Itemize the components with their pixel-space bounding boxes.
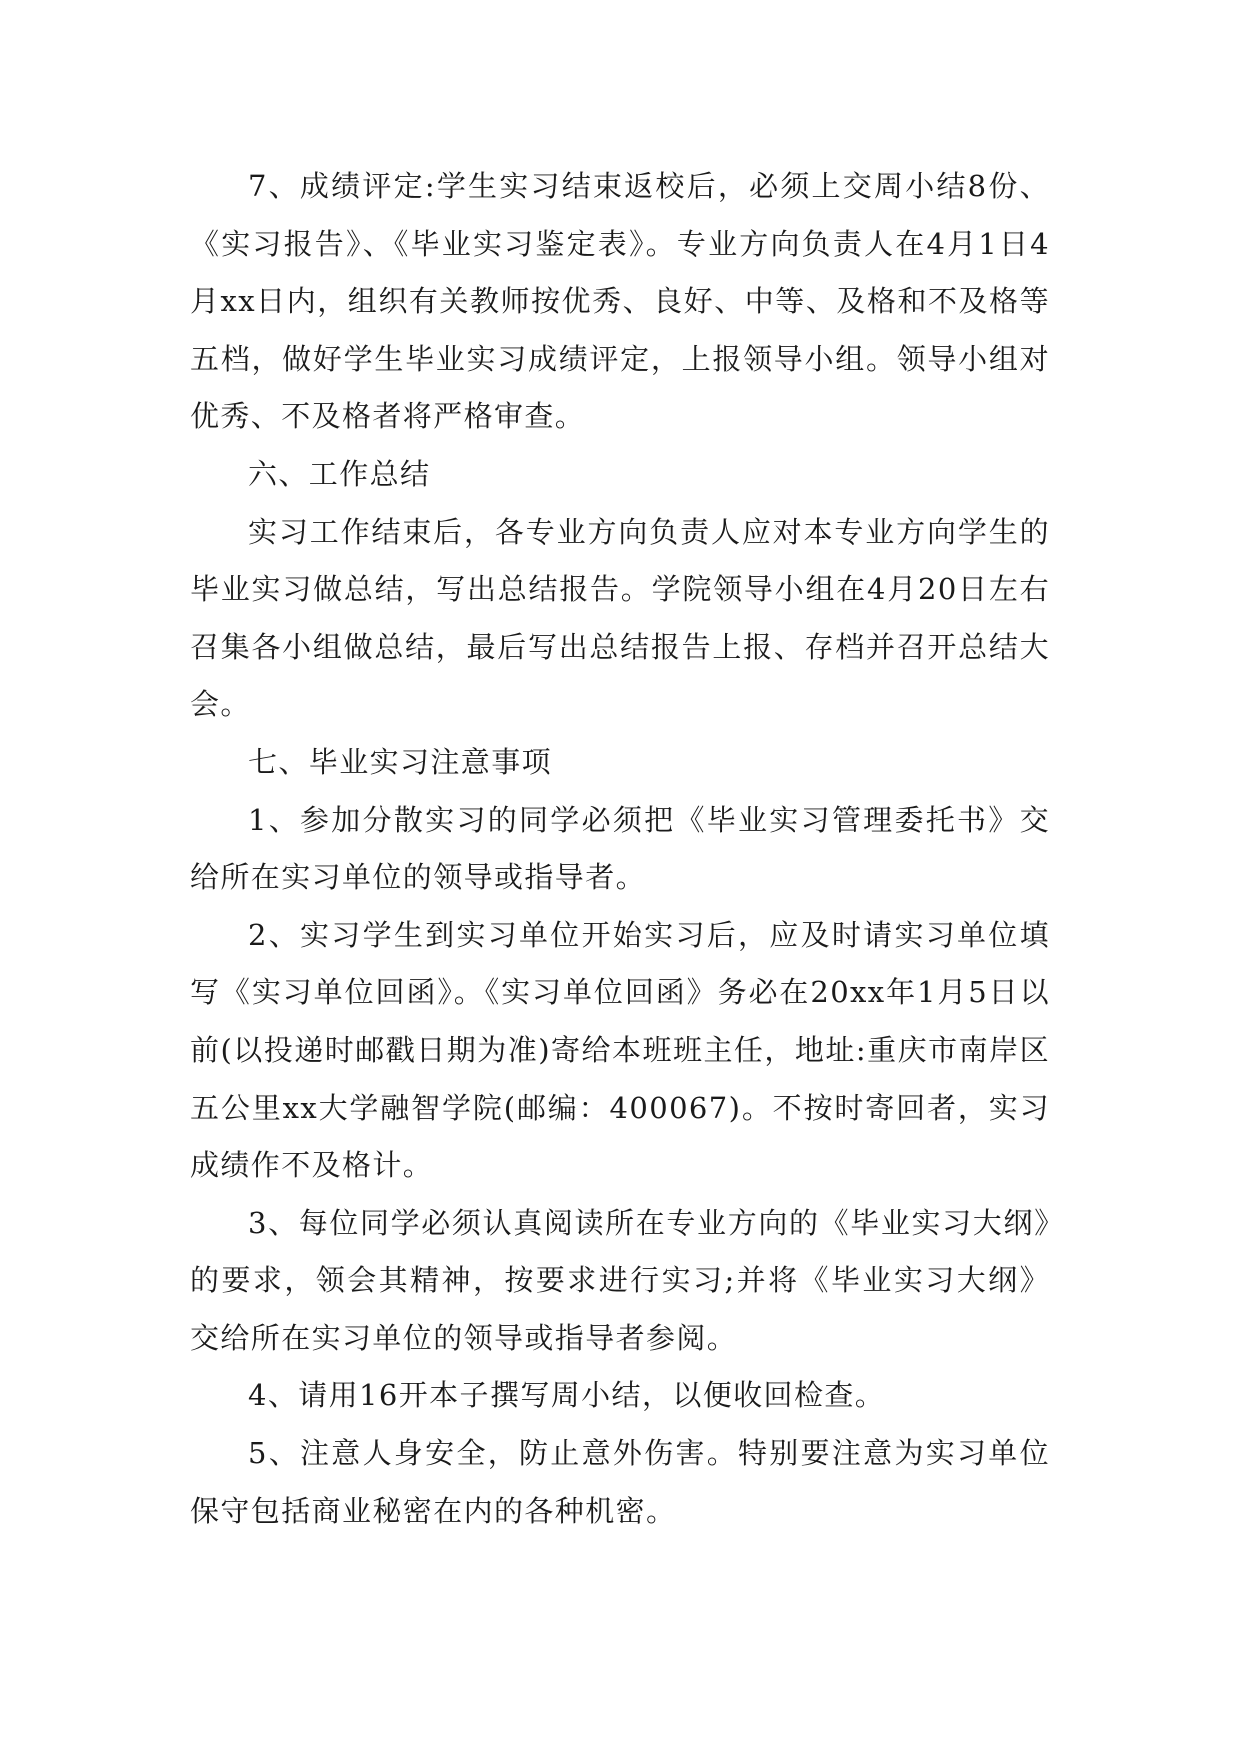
paragraph-work-summary: 实习工作结束后，各专业方向负责人应对本专业方向学生的毕业实习做总结，写出总结报告。学院领导小组在4月20日左右召集各小组做总结，最后写出总结报告上报、存档并召开总结大会。	[190, 514, 1050, 722]
section-heading-work-summary: 六、工作总结	[248, 456, 431, 491]
paragraph-note-5: 5、注意人身安全，防止意外伤害。特别要注意为实习单位保守包括商业秘密在内的各种机密。	[190, 1436, 1050, 1528]
paragraph-note-3: 3、每位同学必须认真阅读所在专业方向的《毕业实习大纲》的要求，领会其精神，按要求进行实习;并将《毕业实习大纲》交给所在实习单位的领导或指导者参阅。	[190, 1205, 1050, 1355]
section-heading-internship-notes: 七、毕业实习注意事项	[248, 744, 553, 779]
paragraph-note-2: 2、实习学生到实习单位开始实习后，应及时请实习单位填写《实习单位回函》。《实习单位回函》务必在20xx年1月5日以前(以投递时邮戳日期为准)寄给本班班主任，地址:重庆市南岸区五公里xx大学融智学院(邮编：400067)。不按时寄回者，实习成绩作不及格计。	[190, 917, 1050, 1183]
document-body	[190, 158, 1050, 1540]
paragraph-grade-evaluation: 7、成绩评定:学生实习结束返校后，必须上交周小结8份、《实习报告》、《毕业实习鉴定表》。专业方向负责人在4月1日4月xx日内，组织有关教师按优秀、良好、中等、及格和不及格等五档，做好学生毕业实习成绩评定，上报领导小组。领导小组对优秀、不及格者将严格审查。	[190, 169, 1050, 434]
paragraph-note-4: 4、请用16开本子撰写周小结，以便收回检查。	[248, 1378, 886, 1413]
paragraph-note-1: 1、参加分散实习的同学必须把《毕业实习管理委托书》交给所在实习单位的领导或指导者。	[190, 802, 1050, 895]
